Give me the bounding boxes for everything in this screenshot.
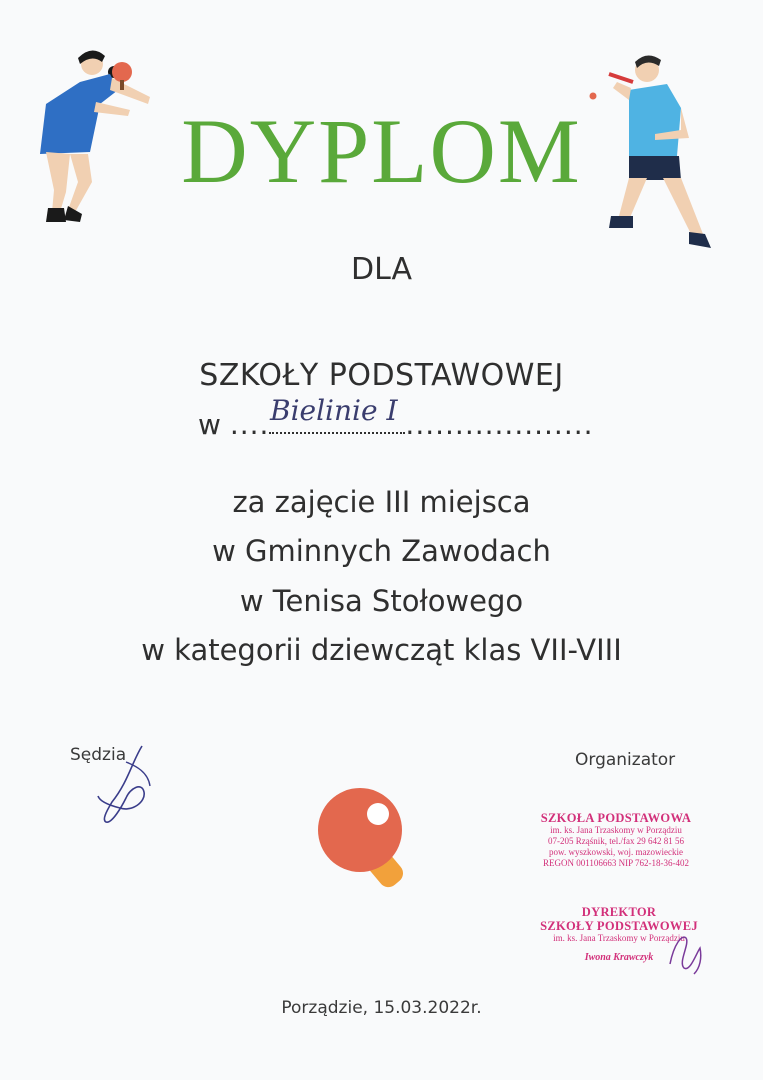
line-discipline: w Tenisa Stołowego xyxy=(239,584,524,618)
judge-label: Sędzia xyxy=(70,745,127,765)
stamp-director-patron: im. ks. Jana Trzaskomy w Porządziu xyxy=(553,933,685,943)
judge-signature xyxy=(92,742,162,828)
line-place: za zajęcie III miejsca xyxy=(232,485,531,519)
stamp-ids: REGON 001106663 NIP 762-18-36-402 xyxy=(542,858,690,868)
stamp-director-role: DYREKTOR xyxy=(581,905,657,919)
place-date: Porządzie, 15.03.2022r. xyxy=(281,998,482,1018)
diploma-title: DYPLOM xyxy=(181,100,582,202)
location-handwritten: Bielinie I xyxy=(270,394,398,427)
director-signature xyxy=(660,924,708,980)
stamp-patron: im. ks. Jana Trzaskomy w Porządziu xyxy=(550,825,682,835)
for-label: DLA xyxy=(350,252,413,287)
location-dots-left: .... xyxy=(229,408,270,441)
stamp-district: pow. wyszkowski, woj. mazowieckie xyxy=(549,847,683,857)
school-type: SZKOŁY PODSTAWOWEJ xyxy=(199,358,564,393)
line-competition: w Gminnych Zawodach xyxy=(212,534,551,568)
organizer-label: Organizator xyxy=(575,750,676,770)
line-category: w kategorii dziewcząt klas VII-VIII xyxy=(141,633,622,667)
handwritten-underline xyxy=(269,432,405,434)
location-dots-right: ................... xyxy=(405,408,594,441)
stamp-director-name: Iwona Krawczyk xyxy=(584,952,654,963)
stamp-school-name: SZKOŁA PODSTAWOWA xyxy=(540,811,692,825)
location-prefix: w xyxy=(198,408,221,441)
stamp-director-school: SZKOŁY PODSTAWOWEJ xyxy=(540,919,698,933)
stamp-address: 07-205 Rząśnik, tel./fax 29 642 81 56 xyxy=(548,836,684,846)
ping-pong-paddle-icon xyxy=(314,786,426,896)
school-stamp xyxy=(526,811,706,869)
